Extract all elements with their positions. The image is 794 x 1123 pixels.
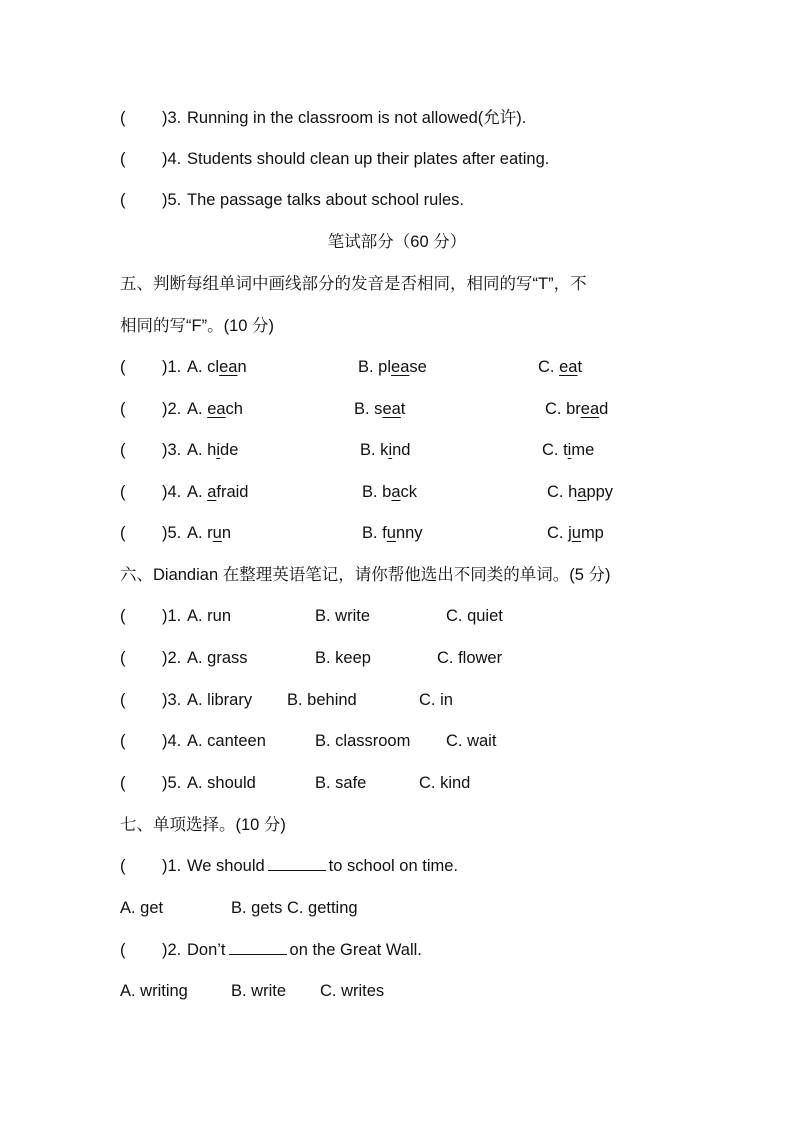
question-number: )3. (162, 441, 182, 459)
word-part: A. h (187, 441, 217, 459)
question-number: )3. (162, 109, 182, 127)
word-part: C. h (547, 483, 578, 501)
option-a (187, 481, 248, 503)
word-part: nny (395, 524, 423, 542)
question-text-before: We should (187, 857, 265, 875)
section-6-heading: 六、Diandian 在整理英语笔记，请你帮他选出不同类的单词。(5 分) (120, 566, 611, 584)
word-part: ppy (586, 483, 614, 501)
question-number: )5. (162, 774, 182, 792)
word-part: A. cl (187, 358, 220, 376)
underlined-letters: ea (580, 400, 600, 418)
option-c: C. quiet (446, 607, 503, 625)
underlined-letters: ea (559, 358, 578, 376)
question-number: )3. (162, 691, 182, 709)
option-c: C. flower (437, 649, 503, 667)
word-part: se (409, 358, 427, 376)
option-b (354, 398, 405, 420)
word-part: de (220, 441, 239, 459)
question-number: )4. (162, 150, 182, 168)
option-a: A. get (120, 899, 164, 917)
question-text (187, 855, 458, 877)
option-c: C. writes (320, 982, 385, 1000)
question-number: )4. (162, 732, 182, 750)
option-a (187, 439, 238, 461)
option-b: B. keep (315, 649, 371, 667)
underlined-letters: i (216, 441, 221, 459)
option-a (187, 398, 243, 420)
question-text-before: Don’t (187, 941, 226, 959)
question-number: )1. (162, 358, 182, 376)
question-number: )5. (162, 191, 182, 209)
word-part: t (400, 400, 406, 418)
underlined-letters: i (388, 441, 393, 459)
option-c (542, 439, 594, 461)
option-c (547, 481, 613, 503)
underlined-letters: a (577, 483, 587, 501)
answer-paren: ( (120, 607, 126, 625)
option-a: A. canteen (187, 732, 266, 750)
answer-paren: ( (120, 774, 126, 792)
section-7-heading: 七、单项选择。(10 分) (120, 816, 286, 834)
option-b: B. write (231, 982, 287, 1000)
option-c (545, 398, 608, 420)
answer-paren: ( (120, 691, 126, 709)
word-part: A. r (187, 524, 213, 542)
word-part: C. t (542, 441, 568, 459)
word-part: C. (538, 358, 560, 376)
question-number: )1. (162, 607, 182, 625)
word-part: mp (580, 524, 604, 542)
section-5-heading-line2: 相同的写“F”。(10 分) (120, 317, 274, 335)
underlined-letters: a (391, 483, 401, 501)
word-part: A. (187, 400, 208, 418)
underlined-letters: ea (219, 358, 238, 376)
word-part: B. f (362, 524, 387, 542)
question-number: )1. (162, 857, 182, 875)
option-a (187, 356, 247, 378)
answer-blank (229, 940, 287, 955)
answer-paren: ( (120, 483, 126, 501)
option-b: B. behind (287, 691, 357, 709)
option-b (358, 356, 427, 378)
underlined-letters: a (207, 483, 217, 501)
option-b: B. write (315, 607, 371, 625)
word-part: t (577, 358, 583, 376)
answer-paren: ( (120, 441, 126, 459)
option-c: C. kind (419, 774, 471, 792)
answer-paren: ( (120, 857, 126, 875)
section-title: 笔试部分（60 分） (327, 233, 467, 251)
word-part: d (599, 400, 609, 418)
word-part: A. (187, 483, 208, 501)
option-a: A. should (187, 774, 256, 792)
question-number: )5. (162, 524, 182, 542)
answer-paren: ( (120, 150, 126, 168)
word-part: B. k (360, 441, 389, 459)
underlined-letters: ea (382, 400, 401, 418)
question-number: )2. (162, 400, 182, 418)
answer-paren: ( (120, 358, 126, 376)
option-a: A. library (187, 691, 253, 709)
answer-paren: ( (120, 524, 126, 542)
option-b: B. safe (315, 774, 367, 792)
option-a: A. writing (120, 982, 188, 1000)
word-part: me (571, 441, 595, 459)
word-part: B. pl (358, 358, 392, 376)
option-c: C. in (419, 691, 453, 709)
option-c (538, 356, 582, 378)
option-b: B. classroom (315, 732, 411, 750)
question-text: Students should clean up their plates after eating. (187, 150, 550, 168)
underlined-letters: ea (391, 358, 410, 376)
word-part: nd (392, 441, 411, 459)
option-bc: B. gets C. getting (231, 899, 358, 917)
question-text: Running in the classroom is not allowed(允许). (187, 109, 527, 127)
answer-paren: ( (120, 732, 126, 750)
answer-paren: ( (120, 400, 126, 418)
option-a: A. grass (187, 649, 248, 667)
question-number: )2. (162, 941, 182, 959)
answer-paren: ( (120, 191, 126, 209)
word-part: B. s (354, 400, 383, 418)
option-a: A. run (187, 607, 232, 625)
word-part: fraid (216, 483, 249, 501)
option-b (360, 439, 410, 461)
underlined-letters: u (386, 524, 396, 542)
underlined-letters: u (571, 524, 581, 542)
word-part: n (237, 358, 247, 376)
answer-paren: ( (120, 941, 126, 959)
underlined-letters: ea (207, 400, 226, 418)
option-b (362, 481, 417, 503)
word-part: n (221, 524, 232, 542)
option-c (547, 522, 604, 544)
answer-paren: ( (120, 649, 126, 667)
option-b (362, 522, 423, 544)
underlined-letters: i (567, 441, 572, 459)
answer-paren: ( (120, 109, 126, 127)
word-part: ck (400, 483, 418, 501)
question-text: The passage talks about school rules. (187, 191, 464, 209)
word-part: B. b (362, 483, 392, 501)
word-part: ch (225, 400, 243, 418)
question-text-after: to school on time. (328, 857, 458, 875)
word-part: C. br (545, 400, 581, 418)
question-text-after: on the Great Wall. (289, 941, 422, 959)
section-5-heading-line1: 五、判断每组单词中画线部分的发音是否相同，相同的写“T”，不 (120, 275, 587, 293)
option-c: C. wait (446, 732, 497, 750)
question-text (187, 939, 422, 961)
word-part: C. j (547, 524, 572, 542)
question-number: )2. (162, 649, 182, 667)
option-a (187, 522, 231, 544)
underlined-letters: u (212, 524, 222, 542)
answer-blank (268, 856, 326, 871)
question-number: )4. (162, 483, 182, 501)
